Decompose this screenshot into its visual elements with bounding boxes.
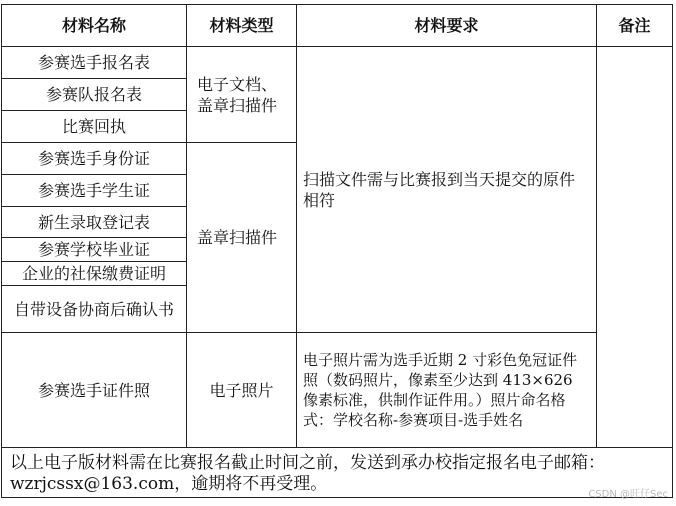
material-name-cell: 参赛学校毕业证 bbox=[2, 238, 187, 262]
material-name-cell: 参赛选手身份证 bbox=[2, 143, 187, 175]
material-type-cell: 电子照片 bbox=[187, 333, 297, 448]
footer-note: 以上电子版材料需在比赛报名截止时间之前，发送到承办校指定报名电子邮箱：wzrjcssx@163.com，逾期将不再受理。 bbox=[2, 448, 673, 498]
header-material-requirement: 材料要求 bbox=[297, 5, 597, 47]
materials-table bbox=[1, 4, 673, 498]
header-material-type: 材料类型 bbox=[187, 5, 297, 47]
header-note: 备注 bbox=[597, 5, 673, 47]
material-name-cell: 新生录取登记表 bbox=[2, 207, 187, 238]
material-name-cell: 参赛选手报名表 bbox=[2, 47, 187, 79]
watermark: CSDN @旺仔Sec bbox=[588, 489, 668, 500]
header-row bbox=[2, 5, 673, 47]
material-name-cell: 参赛选手学生证 bbox=[2, 175, 187, 207]
material-type-cell: 盖章扫描件 bbox=[187, 143, 297, 333]
table-row bbox=[2, 47, 673, 79]
footer-row bbox=[2, 448, 673, 498]
material-name-cell: 企业的社保缴费证明 bbox=[2, 262, 187, 286]
material-name-cell: 比赛回执 bbox=[2, 111, 187, 143]
material-name-cell: 参赛选手证件照 bbox=[2, 333, 187, 448]
material-requirement-cell: 电子照片需为选手近期 2 寸彩色免冠证件照（数码照片，像素至少达到 413×626 像素标准，供制作证件用。）照片命名格式：学校名称-参赛项目-选手姓名 bbox=[297, 333, 597, 448]
material-requirement-cell: 扫描文件需与比赛报到当天提交的原件相符 bbox=[297, 47, 597, 333]
note-cell bbox=[597, 47, 673, 448]
material-type-cell: 电子文档、盖章扫描件 bbox=[187, 47, 297, 143]
material-name-cell: 自带设备协商后确认书 bbox=[2, 286, 187, 333]
table-row bbox=[2, 333, 673, 448]
material-name-cell: 参赛队报名表 bbox=[2, 79, 187, 111]
header-material-name: 材料名称 bbox=[2, 5, 187, 47]
